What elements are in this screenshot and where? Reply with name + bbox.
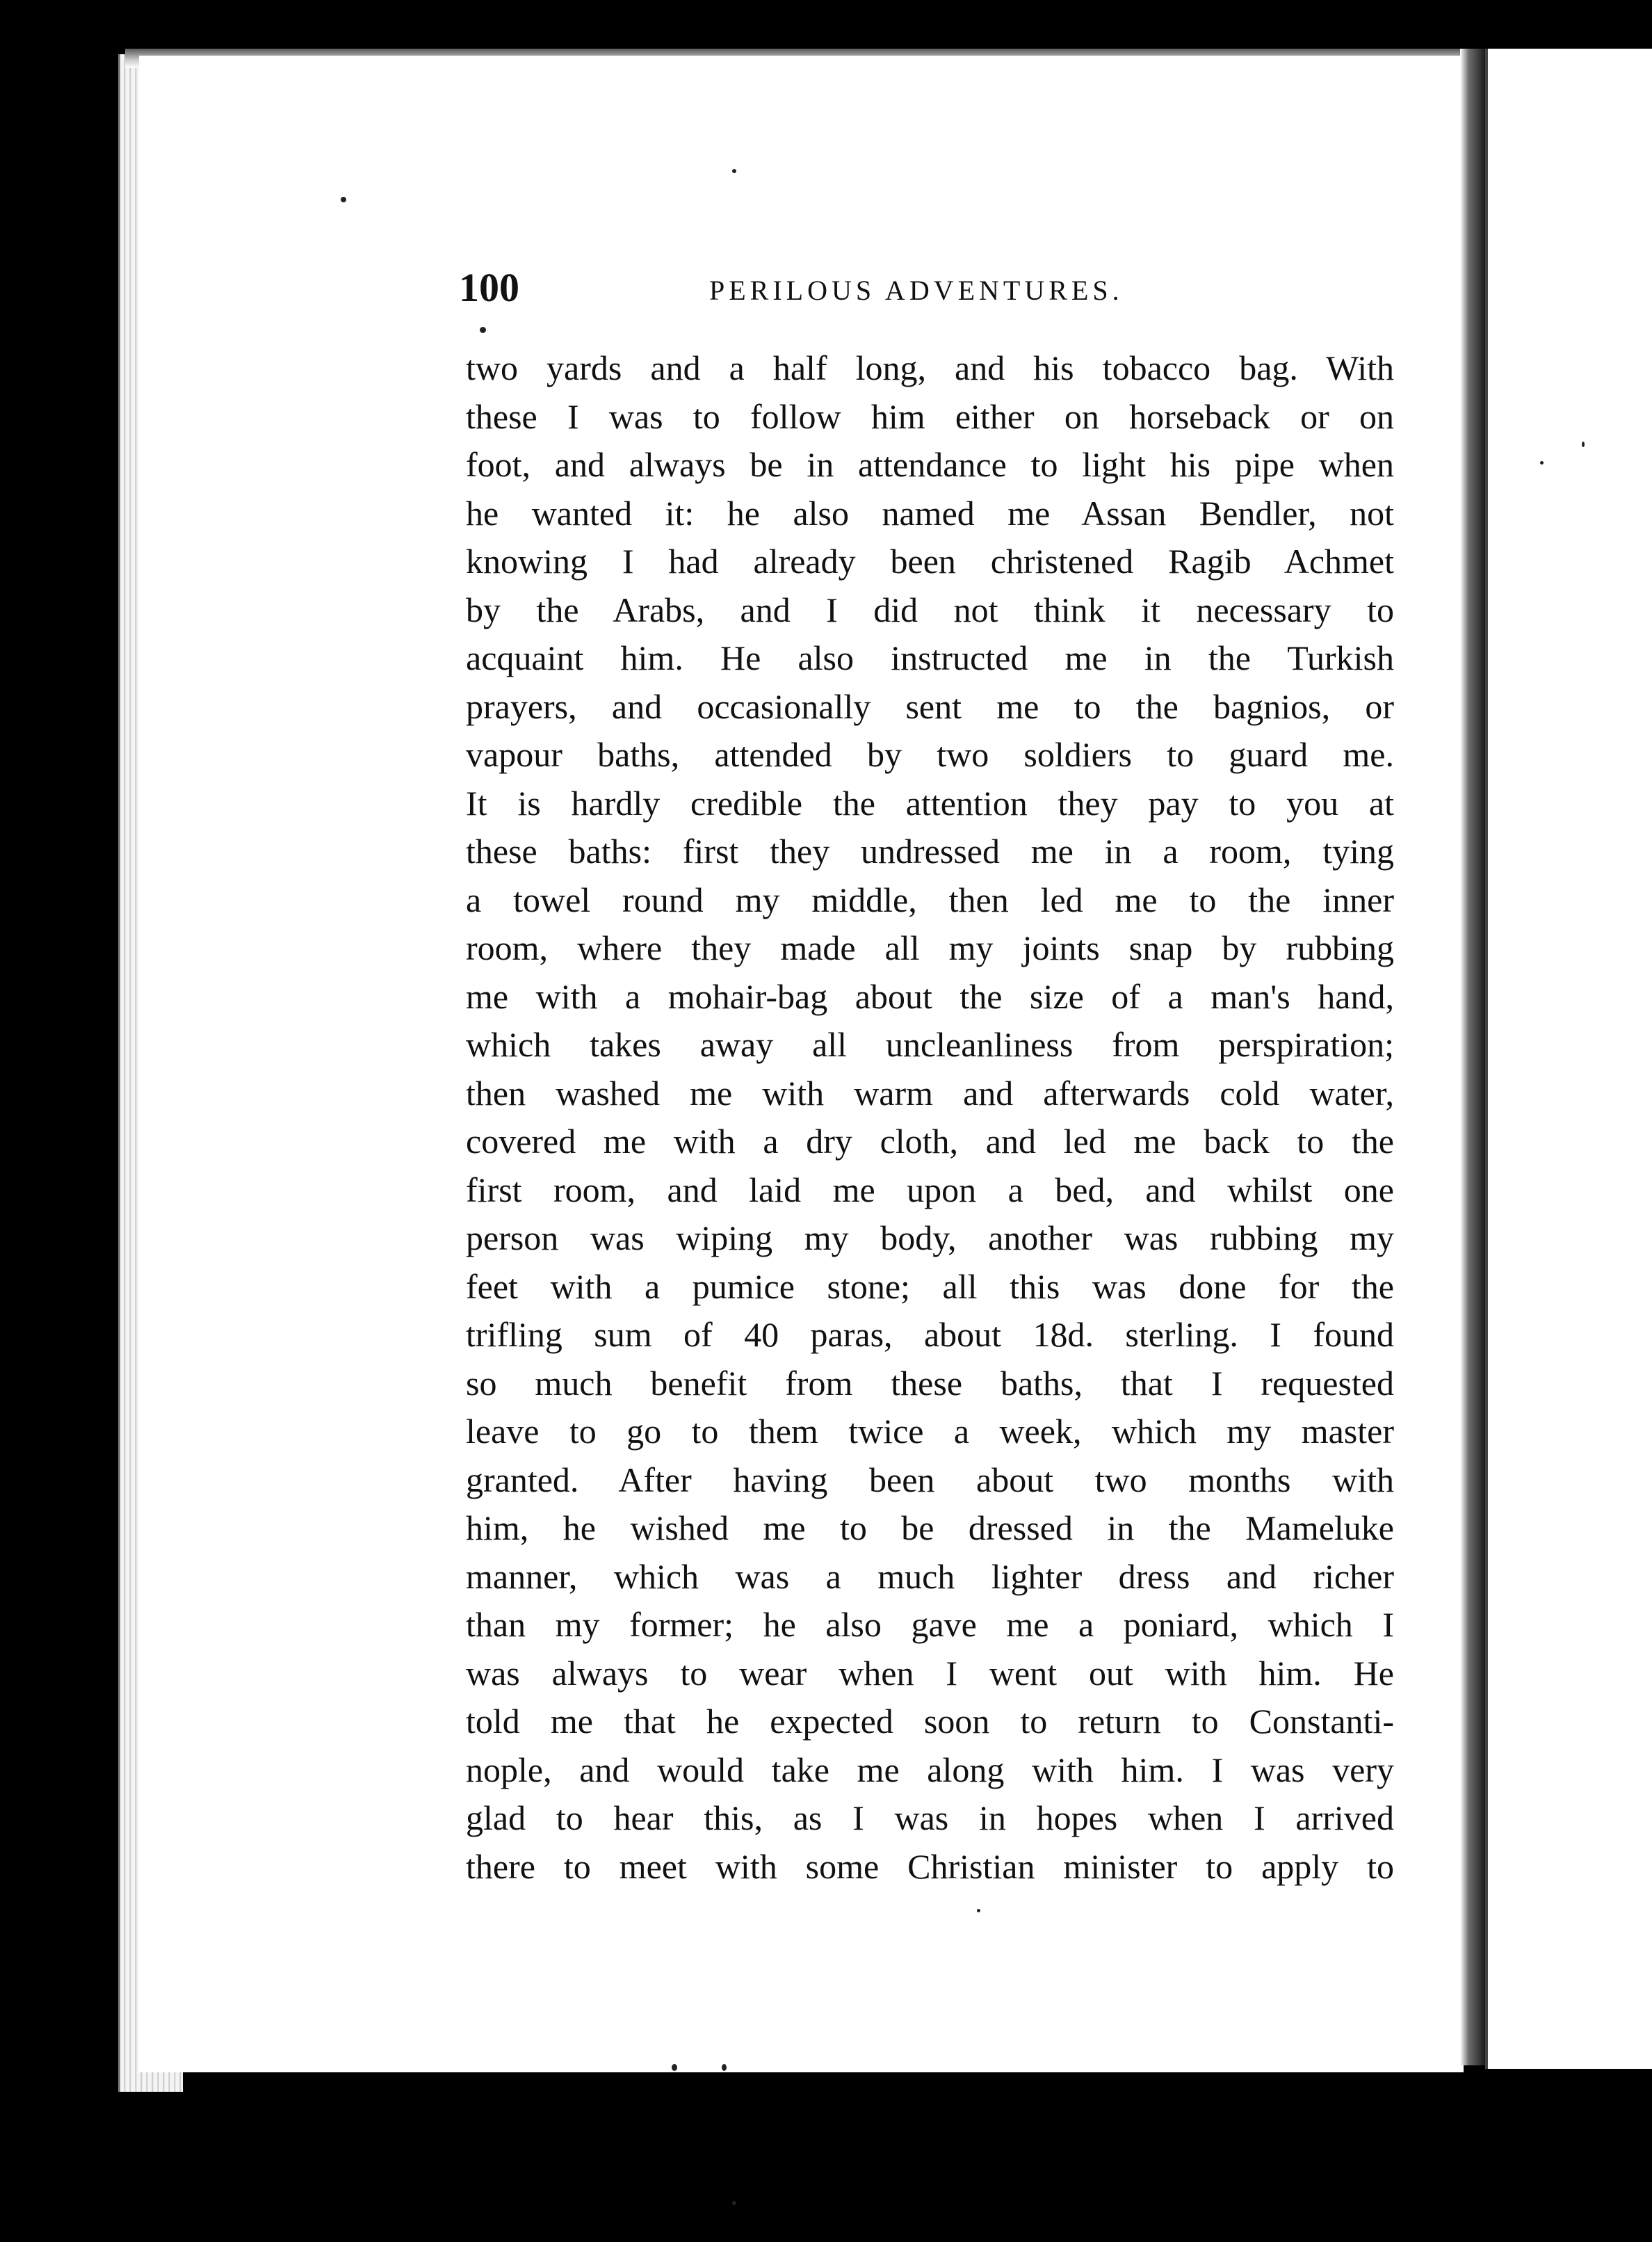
text-line: he wanted it: he also named me Assan Bendler, not [466,493,1394,533]
scan-speck [732,2201,736,2205]
running-head: PERILOUS ADVENTURES. [709,275,1124,306]
text-line: room, where they made all my joints snap by rubbing [466,928,1394,967]
text-line: manner, which was a much lighter dress and richer [466,1556,1394,1596]
body-text [466,344,1394,1891]
text-line: first room, and laid me upon a bed, and whilst one [466,1170,1394,1209]
text-line: glad to hear this, as I was in hopes when I arrived [466,1798,1394,1837]
text-line: so much benefit from these baths, that I requested [466,1363,1394,1403]
scan-speck [722,2064,727,2071]
text-line: trifling sum of 40 paras, about 18d. sterling. I found [466,1315,1394,1354]
text-line: told me that he expected soon to return to Constanti- [466,1702,1394,1741]
scan-speck [480,327,486,333]
scan-speck [341,197,346,202]
text-line: person was wiping my body, another was rubbing my [466,1218,1394,1257]
text-line: these baths: first they undressed me in a room, tying [466,832,1394,871]
scan-speck [1582,442,1585,447]
text-line: It is hardly credible the attention they pay to you at [466,783,1394,823]
text-line: leave to go to them twice a week, which my master [466,1412,1394,1451]
text-line: which takes away all uncleanliness from perspiration; [466,1025,1394,1064]
text-line: than my former; he also gave me a poniard, which I [466,1605,1394,1644]
text-line: him, he wished me to be dressed in the Mameluke [466,1508,1394,1547]
scan-speck [732,169,736,173]
text-line: prayers, and occasionally sent me to the bagnios, or [466,686,1394,726]
text-line: was always to wear when I went out with him. He [466,1653,1394,1693]
scan-speck [672,2064,677,2071]
text-line: there to meet with some Christian minister to apply to [466,1846,1394,1886]
text-line: these I was to follow him either on horseback or on [466,396,1394,436]
page-header [459,264,1391,320]
text-line: a towel round my middle, then led me to the inner [466,880,1394,919]
scan-speck [977,1909,980,1912]
facing-page-edge [1485,49,1652,2069]
text-line: acquaint him. He also instructed me in the Turkish [466,638,1394,677]
text-line: granted. After having been about two months with [466,1460,1394,1499]
text-line: vapour baths, attended by two soldiers to guard me. [466,735,1394,774]
text-line: covered me with a dry cloth, and led me back to the [466,1122,1394,1161]
text-line: two yards and a half long, and his tobacco bag. With [466,348,1394,387]
text-line: then washed me with warm and afterwards cold water, [466,1073,1394,1113]
text-line: nople, and would take me along with him. I was very [466,1750,1394,1789]
text-line: knowing I had already been christened Ragib Achmet [466,542,1394,581]
text-line: me with a mohair-bag about the size of a man's hand, [466,976,1394,1016]
text-line: feet with a pumice stone; all this was done for the [466,1266,1394,1306]
text-line: by the Arabs, and I did not think it necessary to [466,590,1394,629]
book-gutter [1460,49,1485,2065]
text-line: foot, and always be in attendance to light his pipe when [466,445,1394,484]
scan-speck [1540,461,1544,465]
page-number: 100 [459,265,519,310]
